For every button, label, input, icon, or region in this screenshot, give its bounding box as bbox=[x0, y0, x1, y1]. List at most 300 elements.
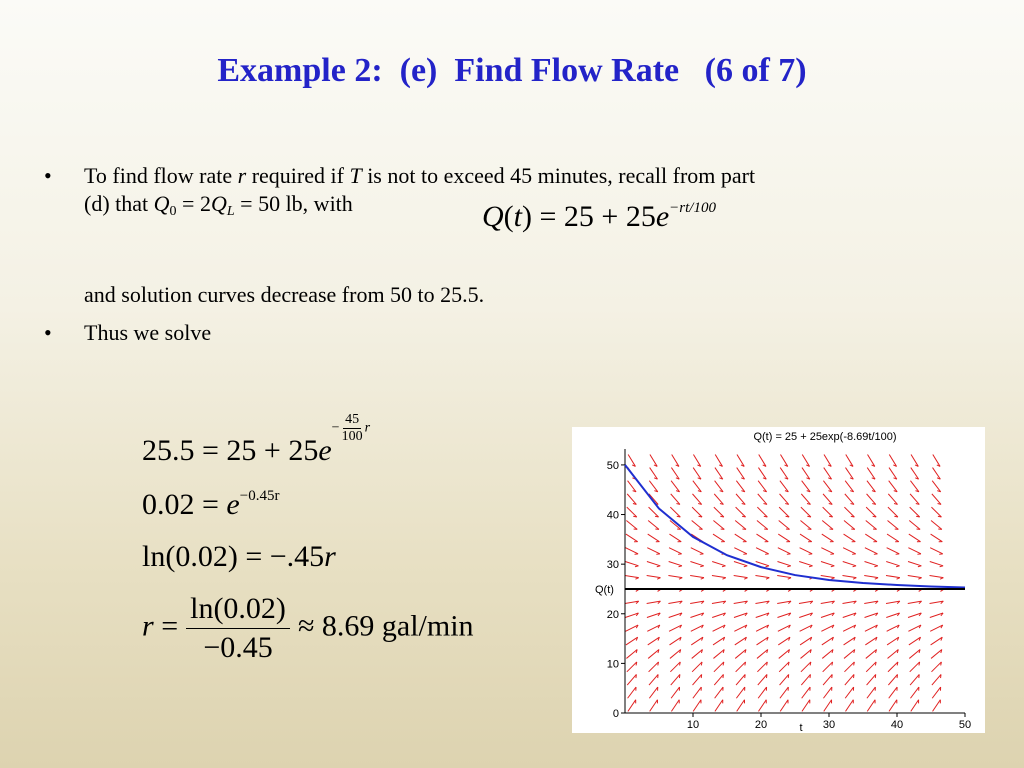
field-arrow bbox=[735, 521, 746, 530]
var-QL: Q bbox=[210, 191, 227, 216]
field-arrow bbox=[757, 649, 768, 658]
field-arrow bbox=[692, 662, 702, 672]
field-arrow bbox=[756, 548, 769, 554]
field-arrow bbox=[800, 521, 811, 530]
field-arrow bbox=[670, 649, 681, 658]
eq2-exponent: −0.45r bbox=[239, 488, 280, 504]
field-arrow bbox=[844, 637, 856, 645]
field-arrow bbox=[909, 534, 921, 542]
field-arrow bbox=[888, 494, 897, 505]
field-arrowhead bbox=[875, 578, 878, 580]
field-arrowhead bbox=[657, 578, 660, 580]
field-arrowhead bbox=[636, 662, 637, 666]
field-arrow bbox=[690, 562, 703, 566]
field-arrow bbox=[824, 468, 832, 480]
field-arrow bbox=[758, 468, 766, 480]
field-arrowhead bbox=[831, 578, 834, 580]
field-arrow bbox=[649, 674, 658, 685]
var-Q0: Q bbox=[153, 191, 170, 216]
field-arrow bbox=[735, 637, 747, 645]
field-arrowhead bbox=[916, 516, 920, 517]
field-arrow bbox=[670, 662, 680, 672]
field-arrowhead bbox=[657, 566, 660, 567]
field-arrow bbox=[672, 454, 679, 466]
field-arrowhead bbox=[788, 578, 791, 580]
field-arrowhead bbox=[635, 566, 638, 567]
field-arrow bbox=[887, 637, 899, 645]
field-arrowhead bbox=[787, 566, 790, 567]
field-arrowhead bbox=[699, 516, 703, 517]
field-arrowhead bbox=[722, 578, 725, 580]
y-tick-label: 50 bbox=[606, 459, 619, 472]
x-tick-label: 40 bbox=[890, 719, 904, 731]
field-arrow bbox=[757, 521, 768, 530]
field-arrow bbox=[650, 700, 658, 712]
field-arrow bbox=[780, 700, 788, 712]
field-arrow bbox=[887, 534, 899, 542]
field-arrow bbox=[887, 625, 900, 631]
field-arrow bbox=[648, 534, 660, 542]
field-arrowhead bbox=[700, 566, 703, 567]
field-arrow bbox=[626, 625, 639, 631]
field-arrow bbox=[865, 625, 878, 631]
direction-field-chart bbox=[572, 427, 985, 733]
field-arrow bbox=[736, 674, 745, 685]
field-arrow bbox=[714, 494, 723, 505]
field-arrow bbox=[888, 649, 899, 658]
field-arrow bbox=[693, 454, 700, 466]
qt-body: ) = 25 + 25 bbox=[522, 200, 656, 233]
field-arrow bbox=[844, 534, 856, 542]
field-arrowhead bbox=[918, 566, 921, 567]
field-arrowhead bbox=[786, 516, 790, 517]
field-arrowhead bbox=[764, 516, 768, 517]
field-arrow bbox=[671, 700, 679, 712]
field-arrow bbox=[822, 649, 833, 658]
eq4-fraction bbox=[186, 592, 290, 665]
subscript-L: L bbox=[226, 204, 235, 219]
field-arrow bbox=[865, 534, 877, 542]
field-arrow bbox=[713, 534, 725, 542]
field-arrowhead bbox=[809, 566, 812, 567]
x-tick-label: 30 bbox=[822, 719, 836, 731]
field-arrow bbox=[824, 700, 832, 712]
eq1-lhs: 25.5 = 25 + 25 bbox=[142, 434, 319, 467]
field-arrowhead bbox=[897, 662, 898, 666]
field-arrow bbox=[933, 700, 941, 712]
field-arrow bbox=[800, 548, 813, 554]
field-arrow bbox=[690, 575, 704, 577]
field-arrow bbox=[758, 700, 766, 712]
field-arrow bbox=[715, 700, 723, 712]
field-arrow bbox=[671, 687, 679, 698]
field-arrow bbox=[866, 649, 877, 658]
eq1-exponent bbox=[332, 412, 370, 445]
field-arrowhead bbox=[874, 566, 877, 567]
field-arrow bbox=[821, 625, 834, 631]
field-arrow bbox=[932, 687, 940, 698]
field-arrow bbox=[713, 637, 725, 645]
field-arrow bbox=[628, 700, 636, 712]
field-arrow bbox=[625, 575, 639, 577]
field-arrow bbox=[886, 562, 899, 566]
field-arrow bbox=[626, 521, 637, 530]
field-arrow bbox=[802, 700, 810, 712]
field-arrowhead bbox=[853, 578, 856, 580]
field-arrow bbox=[845, 674, 854, 685]
field-arrow bbox=[930, 562, 943, 566]
field-arrow bbox=[823, 481, 831, 492]
field-arrow bbox=[889, 687, 897, 698]
field-arrow bbox=[908, 548, 921, 554]
field-arrow bbox=[889, 468, 897, 480]
bullet1-text-1: To find flow rate bbox=[84, 163, 238, 188]
eq1-exp-num: 45 bbox=[345, 412, 360, 428]
field-arrow bbox=[671, 674, 680, 685]
field-arrow bbox=[908, 562, 921, 566]
field-arrow bbox=[889, 454, 896, 466]
field-arrowhead bbox=[766, 578, 769, 580]
x-tick-label: 20 bbox=[754, 719, 768, 731]
field-arrow bbox=[647, 562, 660, 566]
field-arrow bbox=[756, 534, 768, 542]
field-arrow bbox=[669, 548, 682, 554]
field-arrow bbox=[736, 481, 744, 492]
field-arrow bbox=[802, 687, 810, 698]
field-arrowhead bbox=[832, 662, 833, 666]
field-arrow bbox=[843, 548, 856, 554]
eq2-lhs: 0.02 = bbox=[142, 488, 227, 521]
field-arrowhead bbox=[918, 578, 921, 580]
field-arrow bbox=[822, 521, 833, 530]
field-arrow bbox=[910, 507, 920, 517]
field-arrow bbox=[844, 521, 855, 530]
qt-Q: Q bbox=[482, 200, 504, 233]
field-arrow bbox=[887, 548, 900, 554]
field-arrow bbox=[867, 674, 876, 685]
chart-svg bbox=[572, 427, 985, 733]
eq1-exp-fraction bbox=[340, 412, 365, 445]
field-arrow bbox=[777, 562, 790, 566]
field-arrow bbox=[715, 687, 723, 698]
eq3-r: r bbox=[324, 540, 336, 573]
bullet1-text-3: is not to exceed 45 minutes, recall from part bbox=[361, 163, 756, 188]
field-arrowhead bbox=[677, 516, 681, 517]
field-arrow bbox=[692, 494, 701, 505]
field-arrow bbox=[736, 687, 744, 698]
field-arrow bbox=[801, 674, 810, 685]
field-arrow bbox=[693, 700, 701, 712]
field-arrowhead bbox=[679, 578, 682, 580]
field-arrowhead bbox=[940, 566, 943, 567]
field-arrow bbox=[800, 625, 813, 631]
field-arrow bbox=[715, 454, 722, 466]
field-arrow bbox=[693, 481, 701, 492]
field-arrow bbox=[647, 575, 661, 577]
field-arrow bbox=[627, 494, 636, 505]
field-arrow bbox=[800, 534, 812, 542]
field-arrow bbox=[867, 687, 875, 698]
field-arrow bbox=[755, 575, 769, 577]
qt-open: ( bbox=[503, 200, 514, 233]
field-arrow bbox=[649, 687, 657, 698]
field-arrow bbox=[864, 562, 877, 566]
y-tick-label: 30 bbox=[606, 559, 619, 572]
field-arrow bbox=[867, 700, 875, 712]
qt-e: e bbox=[655, 200, 670, 233]
field-arrow bbox=[758, 687, 766, 698]
y-axis-label: Q(t) bbox=[595, 583, 614, 596]
field-arrowhead bbox=[851, 516, 855, 517]
field-arrow bbox=[866, 521, 877, 530]
eq4-rhs: ≈ 8.69 gal/min bbox=[297, 609, 474, 643]
field-arrow bbox=[691, 625, 704, 631]
field-arrowhead bbox=[829, 516, 833, 517]
x-tick-label: 50 bbox=[958, 719, 972, 731]
field-arrow bbox=[756, 625, 769, 631]
field-arrow bbox=[908, 575, 922, 577]
field-arrow bbox=[691, 637, 703, 645]
field-arrow bbox=[800, 649, 811, 658]
field-arrow bbox=[821, 575, 835, 577]
field-arrow bbox=[669, 625, 682, 631]
field-arrow bbox=[713, 521, 724, 530]
eq4-denominator: −0.45 bbox=[203, 631, 273, 664]
field-arrow bbox=[759, 454, 766, 466]
field-arrowhead bbox=[940, 578, 943, 580]
field-arrow bbox=[889, 700, 897, 712]
field-arrow bbox=[757, 507, 767, 517]
field-arrow bbox=[693, 674, 702, 685]
field-arrow bbox=[846, 454, 853, 466]
field-arrow bbox=[802, 468, 810, 480]
y-tick-label: 40 bbox=[606, 509, 619, 522]
field-arrow bbox=[625, 562, 638, 566]
field-arrow bbox=[843, 625, 856, 631]
eq4-equals: = bbox=[161, 609, 179, 643]
subscript-0: 0 bbox=[169, 204, 177, 219]
field-arrowhead bbox=[919, 662, 920, 666]
field-arrow bbox=[669, 562, 682, 566]
field-arrow bbox=[931, 507, 941, 517]
field-arrow bbox=[713, 649, 724, 658]
field-arrow bbox=[931, 521, 942, 530]
field-arrow bbox=[671, 468, 679, 480]
field-arrow bbox=[821, 548, 834, 554]
field-arrow bbox=[715, 468, 723, 480]
field-arrow bbox=[888, 674, 897, 685]
field-arrowhead bbox=[723, 662, 724, 666]
field-arrow bbox=[780, 481, 788, 492]
field-arrow bbox=[780, 494, 789, 505]
equation-2 bbox=[142, 488, 279, 522]
field-arrow bbox=[930, 625, 943, 631]
field-arrow bbox=[779, 649, 790, 658]
equation-3 bbox=[142, 540, 336, 574]
field-arrow bbox=[845, 481, 853, 492]
field-arrow bbox=[864, 575, 878, 577]
field-arrowhead bbox=[894, 516, 898, 517]
field-arrow bbox=[712, 562, 725, 566]
bullet-marker: • bbox=[44, 163, 52, 188]
eq3-lhs: ln(0.02) = −.45 bbox=[142, 540, 325, 573]
field-arrowhead bbox=[873, 516, 877, 517]
qt-exponent: −rt/100 bbox=[669, 200, 716, 216]
field-arrowhead bbox=[701, 662, 702, 666]
y-tick-label: 10 bbox=[606, 658, 619, 671]
bullet1-line2-a: (d) that bbox=[84, 191, 154, 216]
eq2-e: e bbox=[226, 488, 240, 521]
var-T: T bbox=[349, 163, 362, 188]
field-arrow bbox=[910, 481, 918, 492]
field-arrow bbox=[932, 674, 941, 685]
field-arrow bbox=[712, 575, 726, 577]
field-arrow bbox=[844, 507, 854, 517]
field-arrow bbox=[822, 534, 834, 542]
field-arrowhead bbox=[722, 566, 725, 567]
field-arrow bbox=[626, 534, 638, 542]
x-tick-label: 10 bbox=[686, 719, 700, 731]
field-arrow bbox=[911, 700, 919, 712]
field-arrow bbox=[931, 662, 941, 672]
field-arrow bbox=[909, 637, 921, 645]
field-arrow bbox=[779, 507, 789, 517]
field-arrow bbox=[757, 637, 769, 645]
field-arrow bbox=[823, 662, 833, 672]
field-arrowhead bbox=[766, 566, 769, 567]
field-arrow bbox=[668, 575, 682, 577]
field-arrowhead bbox=[938, 516, 942, 517]
field-arrow bbox=[822, 637, 834, 645]
field-arrow bbox=[628, 687, 636, 698]
bullet1-text-2: required if bbox=[246, 163, 350, 188]
field-arrow bbox=[715, 481, 723, 492]
chart-title: Q(t) = 25 + 25exp(-8.69t/100) bbox=[753, 431, 897, 443]
field-arrow bbox=[821, 562, 834, 566]
field-arrowhead bbox=[810, 662, 811, 666]
field-arrow bbox=[910, 687, 918, 698]
field-arrow bbox=[627, 662, 637, 672]
field-arrow bbox=[693, 687, 701, 698]
field-arrow bbox=[648, 637, 660, 645]
field-arrow bbox=[734, 575, 748, 577]
field-arrow bbox=[931, 534, 943, 542]
field-arrow bbox=[669, 534, 681, 542]
field-arrow bbox=[649, 481, 657, 492]
field-arrow bbox=[778, 625, 791, 631]
field-arrow bbox=[649, 662, 659, 672]
field-arrow bbox=[735, 649, 746, 658]
field-arrow bbox=[737, 700, 745, 712]
field-arrow bbox=[736, 507, 746, 517]
field-arrow bbox=[691, 548, 704, 554]
field-arrow bbox=[867, 481, 875, 492]
qt-formula bbox=[482, 200, 716, 234]
field-arrowhead bbox=[854, 662, 855, 666]
field-arrow bbox=[779, 662, 789, 672]
field-arrow bbox=[671, 494, 680, 505]
field-arrowhead bbox=[635, 578, 638, 580]
bullet-2 bbox=[44, 320, 211, 346]
field-arrow bbox=[627, 674, 636, 685]
field-arrow bbox=[888, 507, 898, 517]
field-arrow bbox=[802, 481, 810, 492]
field-arrowhead bbox=[742, 516, 746, 517]
field-arrow bbox=[778, 534, 790, 542]
field-arrowhead bbox=[745, 662, 746, 666]
field-arrowhead bbox=[831, 566, 834, 567]
eq1-exp-den: 100 bbox=[341, 429, 363, 445]
bullet1-line2-c: = 50 lb, with bbox=[234, 191, 353, 216]
bullet-marker-2: • bbox=[44, 320, 52, 345]
field-arrow bbox=[714, 507, 724, 517]
field-arrow bbox=[758, 674, 767, 685]
field-arrow bbox=[823, 494, 832, 505]
field-arrowhead bbox=[633, 516, 637, 517]
field-arrow bbox=[909, 521, 920, 530]
field-arrowhead bbox=[701, 578, 704, 580]
field-arrow bbox=[910, 662, 920, 672]
field-arrow bbox=[802, 454, 809, 466]
field-arrow bbox=[909, 649, 920, 658]
field-arrow bbox=[911, 468, 919, 480]
field-arrow bbox=[844, 649, 855, 658]
equation-1 bbox=[142, 412, 371, 473]
field-arrow bbox=[714, 674, 723, 685]
field-arrow bbox=[778, 637, 790, 645]
field-arrow bbox=[647, 548, 660, 554]
field-arrow bbox=[650, 468, 658, 480]
field-arrow bbox=[758, 481, 766, 492]
field-arrow bbox=[823, 687, 831, 698]
field-arrow bbox=[886, 575, 900, 577]
field-arrow bbox=[734, 625, 747, 631]
field-arrowhead bbox=[655, 516, 659, 517]
field-arrowhead bbox=[679, 566, 682, 567]
field-arrow bbox=[758, 494, 767, 505]
field-arrow bbox=[692, 507, 702, 517]
field-arrowhead bbox=[897, 578, 900, 580]
field-arrow bbox=[669, 637, 681, 645]
field-arrow bbox=[714, 662, 724, 672]
field-arrow bbox=[842, 575, 856, 577]
field-arrow bbox=[649, 507, 659, 517]
field-arrow bbox=[692, 521, 703, 530]
field-arrow bbox=[933, 468, 941, 480]
field-arrow bbox=[626, 637, 638, 645]
qt-t: t bbox=[513, 200, 523, 233]
field-arrow bbox=[650, 454, 657, 466]
field-arrowhead bbox=[744, 566, 747, 567]
field-arrow bbox=[845, 468, 853, 480]
field-arrow bbox=[801, 507, 811, 517]
field-arrow bbox=[693, 468, 701, 480]
field-arrow bbox=[845, 687, 853, 698]
field-arrow bbox=[867, 468, 875, 480]
field-arrow bbox=[888, 521, 899, 530]
field-arrow bbox=[779, 521, 790, 530]
field-arrow bbox=[868, 454, 875, 466]
bullet2-text: Thus we solve bbox=[84, 320, 212, 345]
field-arrowhead bbox=[896, 566, 899, 567]
field-arrow bbox=[778, 548, 791, 554]
field-arrow bbox=[626, 649, 637, 658]
eq4-r: r bbox=[142, 609, 154, 643]
field-arrow bbox=[648, 649, 659, 658]
field-arrowhead bbox=[767, 662, 768, 666]
field-arrow bbox=[737, 468, 745, 480]
field-arrowhead bbox=[807, 516, 811, 517]
